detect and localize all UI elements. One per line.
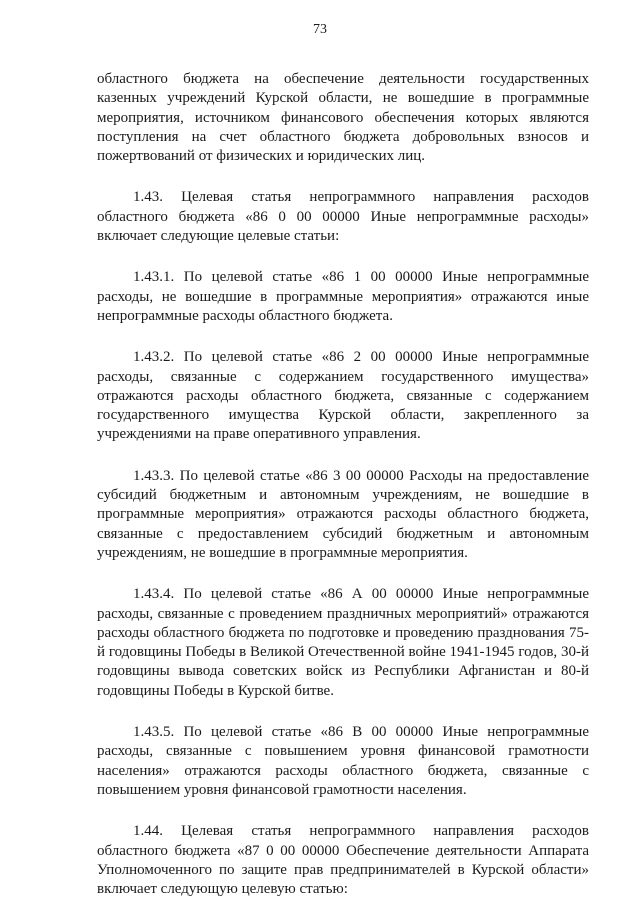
document-body — [97, 70, 589, 921]
paragraph-1-43-2: 1.43.2. По целевой статье «86 2 00 00000 Иные непрограммные расходы, связанные с содержанием государственного имущества» отражаются расходы областного бюджета, связанные с содержанием государственного имущества Курской области, закрепленного за учреждениями на праве оперативного управления. — [97, 349, 589, 443]
paragraph-1-43-3: 1.43.3. По целевой статье «86 3 00 00000 Расходы на предоставление субсидий бюджетным и автономным учреждениям, не вошедшие в программные мероприятия» отражаются расходы областного бюджета, связанные с предоставлением субсидий бюджетным и автономным учреждениям, не вошедшие в программные мероприятия. — [97, 467, 589, 561]
page-number: 73 — [313, 22, 327, 37]
paragraph-1-43-4: 1.43.4. По целевой статье «86 А 00 00000 Иные непрограммные расходы, связанные с проведением праздничных мероприятий» отражаются расходы областного бюджета по подготовке и проведению празднования 75-й годовщины Победы в Великой Отечественной войне 1941-1945 годов, 30-й годовщины вывода советских войск из Республики Афганистан и 80-й годовщины Победы в Курской битве. — [97, 586, 589, 699]
paragraph-1-43: 1.43. Целевая статья непрограммного направления расходов областного бюджета «86 0 00 00000 Иные непрограммные расходы» включает следующие целевые статьи: — [97, 189, 589, 245]
paragraph-continuation: областного бюджета на обеспечение деятельности государственных казенных учреждений Курской области, не вошедшие в программные мероприятия, источником финансового обеспечения которых являются поступления на счет областного бюджета добровольных взносов и пожертвований от физических и юридических лиц. — [97, 71, 589, 165]
paragraph-1-43-1: 1.43.1. По целевой статье «86 1 00 00000 Иные непрограммные расходы, не вошедшие в программные мероприятия» отражаются иные непрограммные расходы областного бюджета. — [97, 269, 589, 324]
paragraph-1-44: 1.44. Целевая статья непрограммного направления расходов областного бюджета «87 0 00 00000 Обеспечение деятельности Аппарата Уполномоченного по защите прав предпринимателей в Курской области» включает следующую целевую статью: — [97, 823, 589, 898]
paragraph-1-43-5: 1.43.5. По целевой статье «86 В 00 00000 Иные непрограммные расходы, связанные с повышением уровня финансовой грамотности населения» отражаются расходы областного бюджета, связанные с повышением уровня финансовой грамотности населения. — [97, 724, 589, 798]
